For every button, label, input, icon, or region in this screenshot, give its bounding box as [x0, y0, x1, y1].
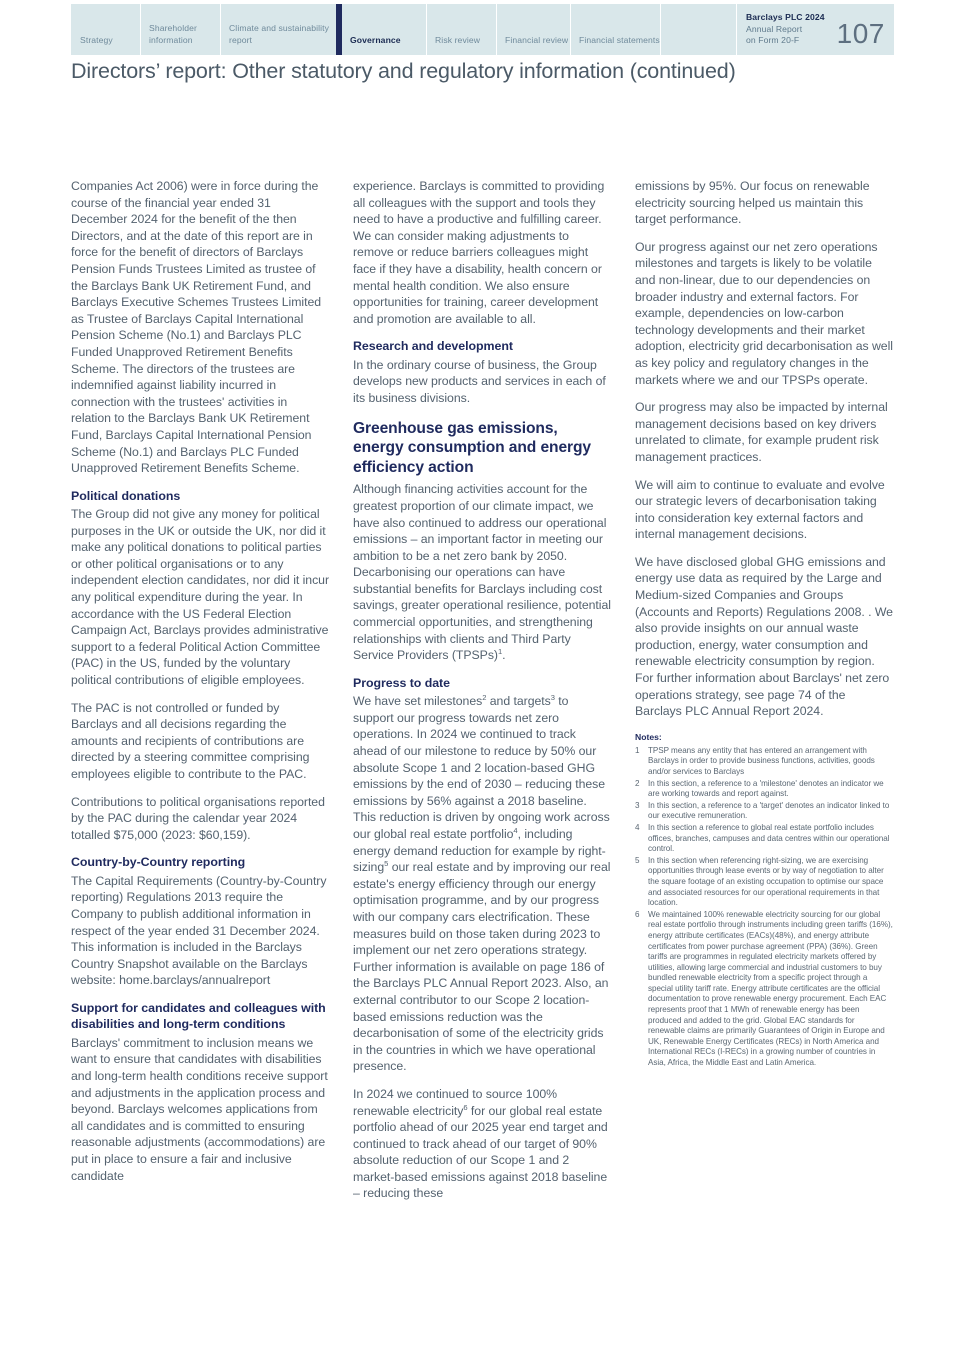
paragraph-text: and targets — [486, 694, 551, 709]
footnote-ref-1[interactable]: 1 — [497, 647, 503, 657]
text-column-1 — [71, 178, 329, 1202]
report-title-line2: Annual Report — [746, 23, 803, 34]
nav-tab-label: Strategy — [80, 34, 113, 45]
paragraph-text: our real estate and by improving our real estate's energy efficiency through our energy optimisation programme, and by our progress with our company cars electrification. These measures build on those taken during 2023 to implement our net zero operations strategy. Further information is available on page 186 of the Barclays PLC Annual Report 2023. Also, an external contributor to our Scope 2 location-based emissions reduction was the decarbonisation of some of the electricity grids in the countries in which we have operational presence. — [353, 860, 611, 1074]
heading-research-and-development: Research and development — [353, 339, 513, 354]
nav-tab-climate-and-sustainability-report[interactable] — [220, 4, 336, 55]
notes-section — [635, 732, 893, 1069]
heading-progress-to-date: Progress to date — [353, 675, 450, 690]
nav-tab-label: Climate and sustainability report — [229, 23, 330, 45]
nav-tab-label: Financial review — [505, 34, 569, 45]
report-identifier — [736, 4, 894, 55]
report-title-line3: on Form 20-F — [746, 35, 800, 46]
notes-heading: Notes: — [635, 731, 662, 742]
paragraph-text: , including energy demand reduction for example by right-sizing — [353, 827, 606, 875]
report-identifier-lines — [746, 12, 825, 47]
footnote-ref-5[interactable]: 5 — [384, 859, 389, 869]
paragraph: emissions by 95%. Our focus on renewable electricity sourcing helped us maintain this target performance. — [635, 179, 870, 227]
paragraph: Companies Act 2006) were in force during the course of the financial year ended 31 December 2024 for the benefit of the then Directors, and at the date of this report are in force for the benefit of directors of Barclays Pension Funds Trustees Limited as trustee of the Barclays Bank UK Retirement Fund, and Barclays Executive Schemes Trustees Limited as Trustee of Barclays Capital International Pension Scheme (No.1) and Barclays PLC Funded Unapproved Retirement Benefits Scheme. The directors of the trustees are indemnified against liability incurred in connection with the trustees' activities in relation to the Barclays Bank UK Retirement Fund, Barclays Capital International Pension Scheme (No.1) and Barclays PLC Funded Unapproved Retirement Benefits Scheme. — [71, 179, 322, 476]
paragraph: Contributions to political organisations reported by the PAC during the calendar year 2024 totalled $75,000 (2023: $60,159). — [71, 794, 325, 842]
note-number: 1 — [635, 745, 640, 755]
paragraph: We will aim to continue to evaluate and evolve our strategic levers of decarbonisation taking into consideration key external factors and internal management decisions. — [635, 477, 885, 542]
paragraph: experience. Barclays is committed to providing all colleagues with the support and tools they need to have a productive and fulfilling career. We can consider making adjustments to remove or reduce barriers colleagues might face if they have a disability, health concern or mental health condition. We also ensure opportunities for training, career development and promotion are available to all. — [353, 179, 605, 326]
footnote-ref-2[interactable]: 2 — [482, 693, 487, 703]
text-column-3 — [635, 178, 893, 1202]
footnote-ref-4[interactable]: 4 — [513, 825, 518, 835]
note-item — [635, 801, 893, 822]
footnote-ref-3[interactable]: 3 — [550, 693, 555, 703]
note-item — [635, 856, 893, 909]
nav-tab-risk-review[interactable] — [426, 4, 496, 55]
note-text: TPSP means any entity that has entered an arrangement with Barclays in order to provide business functions, activities, goods and/or services to Barclays — [648, 745, 875, 776]
note-number: 2 — [635, 778, 640, 788]
note-item — [635, 746, 893, 778]
heading-country-by-country-reporting: Country-by-Country reporting — [71, 855, 246, 870]
heading-support-for-candidates: Support for candidates and colleagues with disabilities and long-term conditions — [71, 1000, 326, 1032]
footnote-ref-6[interactable]: 6 — [463, 1102, 468, 1112]
paragraph: The Group did not give any money for political purposes in the UK or outside the UK, nor did it make any political donations to political parties or other political organisations or to any independent election candidates, nor did it incur any political expenditure during the year. In accordance with the US Federal Election Campaign Act, Barclays provides administrative support to a federal Political Action Committee (PAC) in the US, funded by the voluntary political contributions of eligible employees. — [71, 507, 330, 688]
paragraph-text: In 2024 we continued to source 100% renewable electricity — [353, 1086, 558, 1118]
note-text: In this section when referencing right-sizing, we are exercising opportunities through lease events or by way of negotiation to alter the square footage of an existing occupation to optimise our space and associated resources for our operational requirements in that location. — [648, 855, 884, 908]
nav-tab-label: Financial statements — [579, 34, 660, 45]
paragraph-text: . — [502, 648, 506, 663]
paragraph-text: Although financing activities account for the greatest proportion of our climate impact, we have also continued to address our operational emissions – an important factor in meeting our ambition to be a net zero bank by 2050. Decarbonising our operations can have substantial benefits for Barclays including cost savings, greater operational resilience, potential commercial opportunities, and strengthening relationships with clients and Third Party Service Providers (TPSPs) — [353, 482, 611, 663]
nav-tab-label: Shareholder information — [149, 23, 197, 45]
nav-tab-label: Governance — [350, 34, 401, 45]
note-item — [635, 823, 893, 855]
note-number: 3 — [635, 800, 640, 810]
paragraph — [353, 1086, 611, 1202]
article-body — [71, 178, 894, 1202]
paragraph: In the ordinary course of business, the Group develops new products and services in each of its business divisions. — [353, 357, 606, 405]
note-number: 5 — [635, 855, 640, 865]
nav-tab-shareholder-information[interactable] — [140, 4, 220, 55]
paragraph-text: We have set milestones — [353, 694, 483, 709]
note-number: 6 — [635, 909, 640, 919]
nav-tab-label: Risk review — [435, 34, 481, 45]
nav-tab-financial-review[interactable] — [496, 4, 570, 55]
paragraph — [353, 693, 611, 1075]
paragraph: The Capital Requirements (Country-by-Country reporting) Regulations 2013 require the Company to publish additional information in respect of the year ended 31 December 2024. This information is included in the Barclays Country Snapshot available on the Barclays website: home.barclays/annualreport — [71, 873, 327, 988]
note-text: In this section a reference to global real estate portfolio includes offices, branches, campuses and data centres within our operational control. — [648, 822, 890, 854]
note-text: In this section, a reference to a 'target' denotes an indicator linked to our executive remuneration. — [648, 800, 890, 821]
paragraph — [353, 481, 611, 664]
paragraph: Our progress may also be impacted by internal management decisions based on key drivers unrelated to climate, for example prudent risk management practices. — [635, 400, 888, 464]
page-header-navigation — [71, 4, 894, 55]
paragraph: Barclays' commitment to inclusion means we want to ensure that candidates with disabilities and long-term health conditions receive support and adjustments in the application process and beyond. Barclays welcomes applications from all candidates and is committed to ensuring reasonable adjustments (accommodations) are put in place to ensure a fair and inclusive candidate — [71, 1035, 328, 1183]
paragraph-text: for our global real estate portfolio ahead of our 2025 year end target and continued to track ahead of our target of 90% absolute reduction of our Scope 1 and 2 market-based emissions against 2018 baseline – reducing these — [353, 1103, 608, 1201]
heading-political-donations: Political donations — [71, 488, 181, 503]
paragraph: We have disclosed global GHG emissions and energy use data as required by the Large and Medium-sized Companies and Groups (Accounts and Reports) Regulations 2008. . We also provide insights on our annual waste production, energy, water consumption and renewable electricity consumption by region. For further information about Barclays' net zero operations strategy, see page 74 of the Barclays PLC Annual Report 2024. — [635, 554, 893, 719]
note-item — [635, 779, 893, 800]
heading-greenhouse-gas-emissions: Greenhouse gas emissions, energy consumption and energy efficiency action — [353, 419, 591, 476]
notes-list — [635, 746, 893, 1069]
note-item — [635, 910, 893, 1069]
paragraph-text: to support our progress towards net zero operations. In 2024 we continued to track ahead of our milestone to reduce by 50% our absolute Scope 1 and 2 location-based GHG emissions by the end of 2030 – reducing these emissions by 56% against a 2018 baseline. This reduction is driven by ongoing work across our global real estate portfolio — [353, 694, 610, 841]
paragraph: The PAC is not controlled or funded by Barclays and all decisions regarding the amounts and recipients of contributions are directed by a steering committee comprising employees eligible to contribute to the PAC. — [71, 700, 310, 781]
nav-spacer — [660, 4, 736, 55]
report-title-line1: Barclays PLC 2024 — [746, 11, 825, 22]
nav-tab-governance[interactable] — [336, 4, 426, 55]
page-title: Directors’ report: Other statutory and regulatory information (continued) — [71, 59, 736, 83]
nav-tab-strategy[interactable] — [71, 4, 140, 55]
note-text: We maintained 100% renewable electricity sourcing for our global real estate portfolio through instruments including green tariffs (16%), energy attribute certificates (EACs)(48%), and energy attribute certificates from power purchase agreement (PPA) (36%). Green tariffs are programmes in regulated electricity markets offered by utilities, allowing large commercial and industrial customers to buy bundled renewable electricity from a specific project through a special utility tariff rate. Energy attribute certificates are the official documentation to prove renewable energy procurement. Each EAC represents proof that 1 MWh of renewable energy has been produced and added to the grid. Global EAC standards for renewable claims are primarily Guarantees of Origin in Europe and UK, Renewable Energy Certificates (RECs) in North America and International RECs (I-RECs) in a growing number of countries in Asia, Africa, the Middle East and Latin America. — [648, 909, 893, 1068]
page-number: 107 — [836, 17, 885, 49]
nav-tab-financial-statements[interactable] — [570, 4, 660, 55]
text-column-2 — [353, 178, 611, 1202]
note-number: 4 — [635, 822, 640, 832]
note-text: In this section, a reference to a 'milestone' denotes an indicator we are working towards and report against. — [648, 778, 884, 799]
paragraph: Our progress against our net zero operations milestones and targets is likely to be volatile and non-linear, due to our dependencies on broader industry and external factors. For example, dependencies on low-carbon technology developments and their market adoption, electricity grid decarbonisation as well as key policy and regulatory changes in the markets where we and our TPSPs operate. — [635, 239, 893, 387]
